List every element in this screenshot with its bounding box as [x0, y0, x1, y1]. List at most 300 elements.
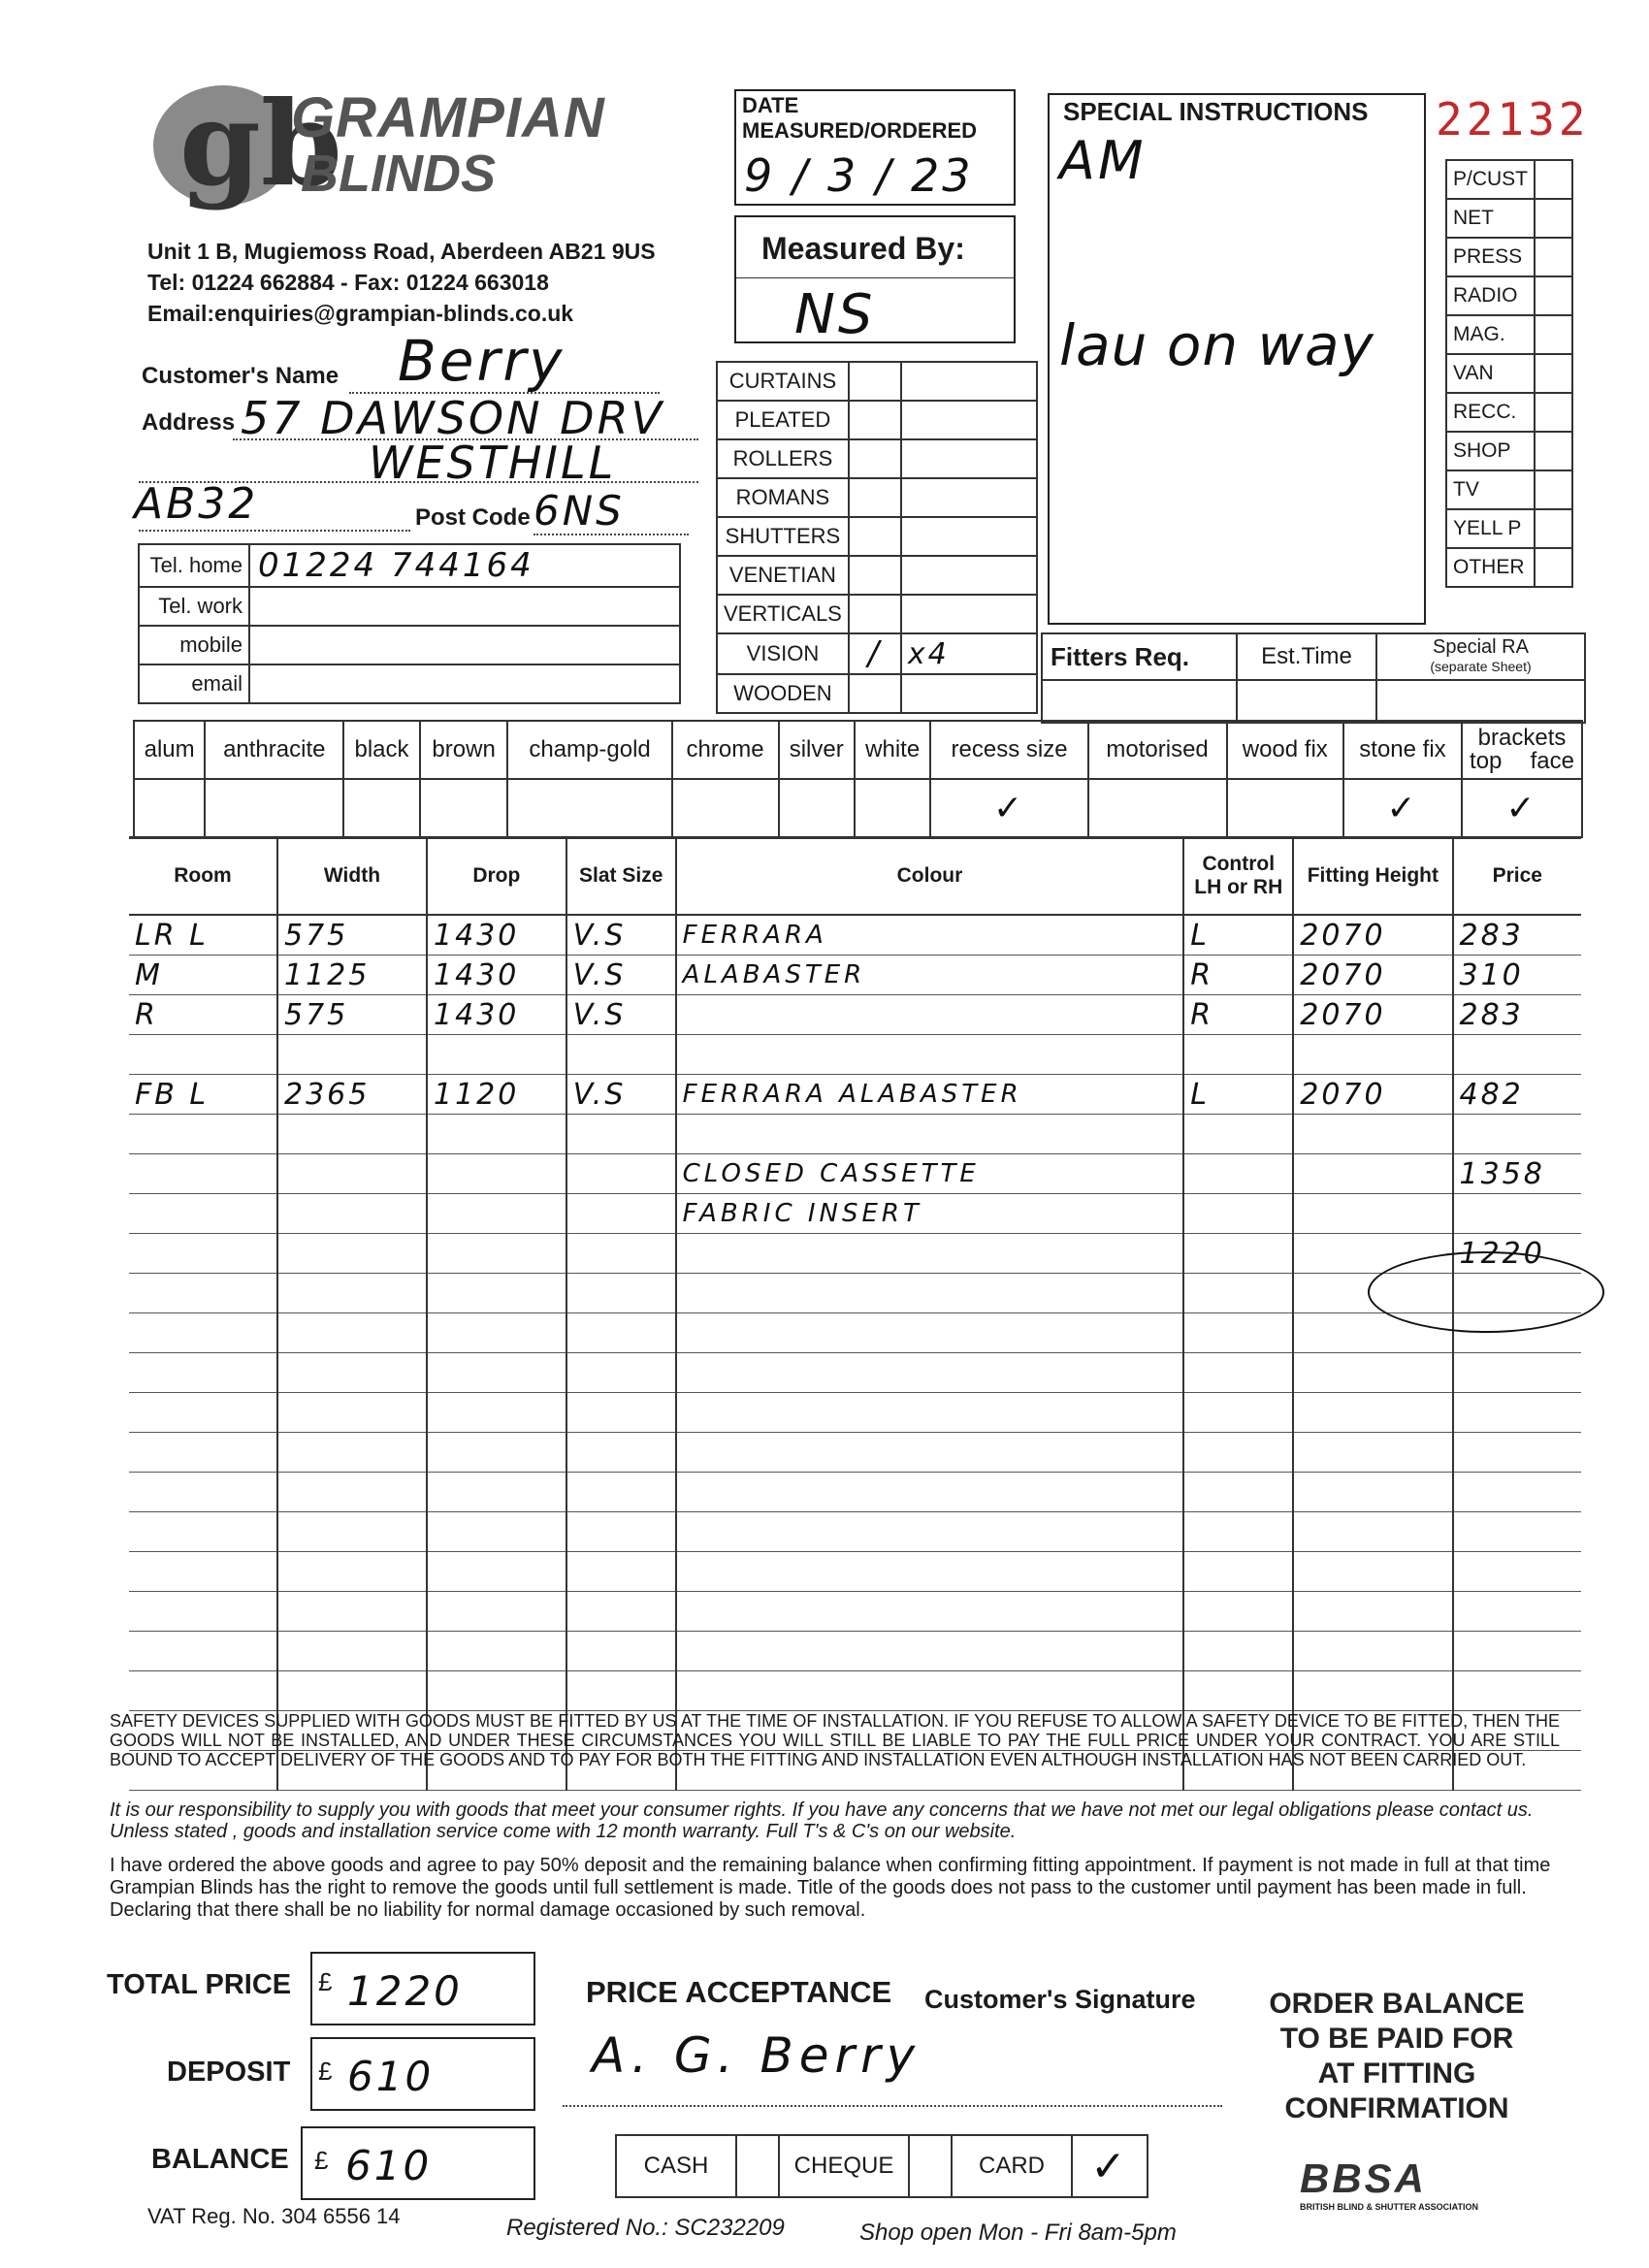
product-type-row — [717, 401, 1037, 439]
special-ra-label: Special RA — [1433, 636, 1529, 658]
postcode-prefix: AB32 — [134, 479, 259, 529]
item-width — [277, 1512, 427, 1552]
item-room: FB L — [129, 1075, 277, 1115]
lead-source-checkbox[interactable] — [1535, 276, 1572, 315]
item-price: 482 — [1453, 1075, 1582, 1115]
item-control — [1183, 1592, 1293, 1632]
col-colour: Colour — [676, 838, 1184, 915]
product-type-qty — [901, 439, 1037, 478]
item-fitting — [1293, 1433, 1452, 1473]
colour-option-label: silver — [779, 721, 855, 779]
item-price: 310 — [1453, 956, 1582, 995]
item-room — [129, 1512, 277, 1552]
total-price-box — [310, 1952, 535, 2025]
item-slat — [566, 1353, 676, 1393]
item-price: 1220 — [1453, 1234, 1582, 1274]
item-drop — [427, 1473, 566, 1512]
item-control — [1183, 1154, 1293, 1194]
product-type-list — [716, 361, 1038, 714]
product-type-label: CURTAINS — [717, 362, 849, 401]
item-row — [129, 1592, 1581, 1632]
item-price — [1453, 1035, 1582, 1075]
item-width — [277, 1393, 427, 1433]
item-width — [277, 1154, 427, 1194]
colour-options — [133, 720, 1583, 838]
item-colour: CLOSED CASSETTE — [676, 1154, 1184, 1194]
item-slat — [566, 1671, 676, 1711]
date-label: DATE MEASURED/ORDERED — [742, 93, 978, 143]
logo-emblem — [150, 76, 342, 213]
item-control — [1183, 1512, 1293, 1552]
item-room — [129, 1393, 277, 1433]
product-type-label: VENETIAN — [717, 556, 849, 595]
item-width — [277, 1115, 427, 1154]
total-price-value: 1220 — [347, 1967, 463, 2015]
item-slat — [566, 1512, 676, 1552]
item-drop — [427, 1154, 566, 1194]
item-width: 2365 — [277, 1075, 427, 1115]
item-drop — [427, 1115, 566, 1154]
product-type-qty — [901, 517, 1037, 556]
product-type-qty — [901, 595, 1037, 633]
item-fitting — [1293, 1035, 1452, 1075]
payment-method-table — [615, 2134, 1148, 2198]
colour-option-label: motorised — [1088, 721, 1227, 779]
colour-option-mark[interactable] — [779, 779, 855, 837]
product-type-tick[interactable] — [849, 478, 901, 517]
product-type-label: VERTICALS — [717, 595, 849, 633]
currency-symbol: £ — [318, 1967, 333, 1996]
item-colour: FERRARA — [676, 915, 1184, 956]
item-fitting: 2070 — [1293, 915, 1452, 956]
contact-table — [138, 543, 681, 704]
postcode-label: Post Code — [415, 504, 531, 531]
item-slat — [566, 1115, 676, 1154]
product-type-row — [717, 478, 1037, 517]
item-fitting — [1293, 1592, 1452, 1632]
item-drop — [427, 1274, 566, 1313]
colour-option-mark[interactable] — [1227, 779, 1343, 837]
colour-option-label: wood fix — [1227, 721, 1343, 779]
item-width — [277, 1473, 427, 1512]
item-fitting: 2070 — [1293, 1075, 1452, 1115]
item-price — [1453, 1433, 1582, 1473]
company-address: Unit 1 B, Mugiemoss Road, Aberdeen AB21 9US — [147, 239, 656, 264]
item-width — [277, 1433, 427, 1473]
special-ra-sub: (separate Sheet) — [1430, 659, 1532, 674]
special-instructions-box — [1048, 93, 1426, 625]
payment-cash: CASH — [616, 2135, 736, 2197]
product-type-qty — [901, 556, 1037, 595]
lead-source-row — [1446, 393, 1572, 432]
lead-source-checkbox[interactable] — [1535, 354, 1572, 393]
lead-source-checkbox[interactable] — [1535, 470, 1572, 509]
item-row — [129, 1393, 1581, 1433]
company-email: Email:enquiries@grampian-blinds.co.uk — [147, 301, 574, 326]
item-room — [129, 1632, 277, 1671]
item-room: R — [129, 995, 277, 1035]
lead-source-label: PRESS — [1446, 238, 1535, 276]
colour-option-mark[interactable] — [134, 779, 205, 837]
lead-source-checkbox[interactable] — [1535, 315, 1572, 354]
colour-option-mark[interactable] — [507, 779, 671, 837]
email-label: email — [139, 664, 249, 703]
item-control — [1183, 1393, 1293, 1433]
product-type-tick[interactable] — [849, 595, 901, 633]
item-row — [129, 1552, 1581, 1592]
item-fitting — [1293, 1353, 1452, 1393]
item-drop — [427, 1393, 566, 1433]
item-price — [1453, 1115, 1582, 1154]
lead-source-row — [1446, 276, 1572, 315]
item-slat: V.S — [566, 995, 676, 1035]
col-control: Control LH or RH — [1183, 838, 1293, 915]
item-control — [1183, 1035, 1293, 1075]
form-number: 22132 — [1436, 93, 1590, 146]
colour-option-mark[interactable] — [1088, 779, 1227, 837]
item-row — [129, 995, 1581, 1035]
address-line2: WESTHILL — [369, 437, 617, 489]
lead-source-label: P/CUST — [1446, 160, 1535, 199]
product-type-label: VISION — [717, 633, 849, 674]
brackets-face-label: face — [1530, 748, 1574, 774]
item-colour — [676, 1592, 1184, 1632]
product-type-qty — [901, 362, 1037, 401]
balance-box — [301, 2126, 535, 2200]
lead-source-checkbox[interactable] — [1535, 160, 1572, 199]
product-type-tick[interactable] — [849, 362, 901, 401]
company-phone-fax: Tel: 01224 662884 - Fax: 01224 663018 — [147, 270, 549, 295]
balance-label: BALANCE — [151, 2144, 289, 2175]
order-note-line: TO BE PAID FOR — [1279, 2023, 1514, 2055]
item-colour: FERRARA ALABASTER — [676, 1075, 1184, 1115]
colour-option-mark[interactable]: ✓ — [1343, 779, 1462, 837]
item-price: 283 — [1453, 915, 1582, 956]
item-price: 283 — [1453, 995, 1582, 1035]
lead-source-label: VAN — [1446, 354, 1535, 393]
lead-source-row — [1446, 470, 1572, 509]
item-row — [129, 1234, 1581, 1274]
lead-source-label: YELL P — [1446, 509, 1535, 548]
item-drop — [427, 1552, 566, 1592]
item-room — [129, 1353, 277, 1393]
item-colour — [676, 1353, 1184, 1393]
lead-source-row — [1446, 548, 1572, 587]
special-instructions-line2: lau on way — [1059, 312, 1374, 378]
colour-option-label: recess size — [930, 721, 1087, 779]
colour-option-label: chrome — [672, 721, 779, 779]
item-colour — [676, 1433, 1184, 1473]
item-row — [129, 1115, 1581, 1154]
brackets-header — [1462, 721, 1582, 779]
colour-option-label: champ-gold — [507, 721, 671, 779]
item-room — [129, 1313, 277, 1353]
item-row — [129, 1512, 1581, 1552]
payment-cheque: CHEQUE — [779, 2135, 909, 2197]
lead-source-row — [1446, 432, 1572, 470]
measured-by-value: NS — [794, 283, 876, 346]
item-drop — [427, 1632, 566, 1671]
item-price — [1453, 1592, 1582, 1632]
item-price — [1453, 1473, 1582, 1512]
item-fitting — [1293, 1473, 1452, 1512]
item-drop — [427, 1433, 566, 1473]
item-width — [277, 1671, 427, 1711]
item-fitting — [1293, 1512, 1452, 1552]
product-type-row — [717, 517, 1037, 556]
item-slat — [566, 1632, 676, 1671]
special-instructions-line1: AM — [1059, 130, 1147, 191]
colour-option-label: black — [343, 721, 419, 779]
col-width: Width — [277, 838, 427, 915]
item-width — [277, 1592, 427, 1632]
product-type-row — [717, 362, 1037, 401]
brand-name-top: GRAMPIAN — [291, 86, 605, 149]
item-row — [129, 1671, 1581, 1711]
item-drop: 1430 — [427, 915, 566, 956]
registered-number: Registered No.: SC232209 — [506, 2215, 785, 2241]
item-control — [1183, 1552, 1293, 1592]
est-time-label: Est.Time — [1237, 633, 1376, 680]
item-colour: ALABASTER — [676, 956, 1184, 995]
item-fitting — [1293, 1154, 1452, 1194]
item-slat: V.S — [566, 1075, 676, 1115]
lead-source-row — [1446, 238, 1572, 276]
colour-option-mark[interactable] — [420, 779, 508, 837]
item-room — [129, 1473, 277, 1512]
colour-option-label: stone fix — [1343, 721, 1462, 779]
lead-source-checkbox[interactable] — [1535, 238, 1572, 276]
fitters-box — [1041, 632, 1586, 724]
product-type-row — [717, 633, 1037, 674]
product-type-label: PLEATED — [717, 401, 849, 439]
colour-option-mark[interactable] — [672, 779, 779, 837]
tel-home-value: 01224 744164 — [249, 544, 680, 587]
item-row — [129, 1154, 1581, 1194]
date-box — [734, 89, 1016, 206]
item-price — [1453, 1194, 1582, 1234]
item-slat: V.S — [566, 915, 676, 956]
item-colour — [676, 1234, 1184, 1274]
item-width — [277, 1552, 427, 1592]
product-type-label: ROLLERS — [717, 439, 849, 478]
item-price — [1453, 1353, 1582, 1393]
item-width: 575 — [277, 995, 427, 1035]
lead-source-checkbox[interactable] — [1535, 432, 1572, 470]
product-type-label: ROMANS — [717, 478, 849, 517]
product-type-tick[interactable] — [849, 517, 901, 556]
item-slat — [566, 1552, 676, 1592]
deposit-label: DEPOSIT — [167, 2057, 291, 2088]
item-drop: 1430 — [427, 956, 566, 995]
order-note-line: ORDER BALANCE — [1269, 1988, 1525, 2020]
item-slat — [566, 1473, 676, 1512]
item-fitting — [1293, 1393, 1452, 1433]
measured-by-label: Measured By: — [761, 231, 965, 266]
item-colour — [676, 1274, 1184, 1313]
item-control: L — [1183, 915, 1293, 956]
item-row — [129, 915, 1581, 956]
col-fitting: Fitting Height — [1293, 838, 1452, 915]
item-room — [129, 1671, 277, 1711]
item-colour: FABRIC INSERT — [676, 1194, 1184, 1234]
brackets-mark[interactable]: ✓ — [1462, 779, 1582, 837]
terms-rights: It is our responsibility to supply you with goods that meet your consumer rights. If you have any concerns that we have not met our legal obligations please contact us. Unless stated , goods and installation service come with 12 month warranty. Full T's & C's on our website. — [110, 1799, 1534, 1842]
lead-source-checkbox[interactable] — [1535, 199, 1572, 238]
colour-option-label: alum — [134, 721, 205, 779]
total-price-label: TOTAL PRICE — [107, 1969, 292, 2000]
item-control — [1183, 1194, 1293, 1234]
item-row — [129, 1274, 1581, 1313]
product-type-tick[interactable] — [849, 556, 901, 595]
item-fitting — [1293, 1671, 1452, 1711]
item-slat — [566, 1313, 676, 1353]
item-colour — [676, 1313, 1184, 1353]
customer-signature-label: Customer's Signature — [924, 1985, 1196, 2014]
item-control — [1183, 1234, 1293, 1274]
brand-name-bottom: BLINDS — [301, 145, 496, 203]
product-type-label: SHUTTERS — [717, 517, 849, 556]
item-control — [1183, 1433, 1293, 1473]
product-type-tick[interactable] — [849, 401, 901, 439]
vat-number: VAT Reg. No. 304 6556 14 — [147, 2204, 401, 2228]
col-slat: Slat Size — [566, 838, 676, 915]
item-row — [129, 1075, 1581, 1115]
deposit-value: 610 — [347, 2053, 435, 2100]
product-type-tick[interactable] — [849, 674, 901, 713]
mobile-label: mobile — [139, 626, 249, 664]
date-value: 9 / 3 / 23 — [744, 149, 974, 202]
lead-source-label: OTHER — [1446, 548, 1535, 587]
item-colour — [676, 1035, 1184, 1075]
item-slat — [566, 1154, 676, 1194]
lead-source-checkbox[interactable] — [1535, 548, 1572, 587]
colour-option-mark[interactable] — [855, 779, 930, 837]
lead-source-label: RECC. — [1446, 393, 1535, 432]
item-drop — [427, 1512, 566, 1552]
item-drop: 1120 — [427, 1075, 566, 1115]
colour-option-mark[interactable]: ✓ — [930, 779, 1087, 837]
address-label: Address — [142, 409, 236, 436]
colour-option-label: brown — [420, 721, 508, 779]
item-colour — [676, 1473, 1184, 1512]
product-type-qty — [901, 674, 1037, 713]
lead-source-row — [1446, 509, 1572, 548]
item-width — [277, 1035, 427, 1075]
item-room — [129, 1115, 277, 1154]
item-row — [129, 1194, 1581, 1234]
item-control — [1183, 1473, 1293, 1512]
col-price: Price — [1453, 838, 1582, 915]
item-row — [129, 1353, 1581, 1393]
item-room — [129, 1433, 277, 1473]
colour-option-mark[interactable] — [343, 779, 419, 837]
col-drop: Drop — [427, 838, 566, 915]
item-drop — [427, 1035, 566, 1075]
items-table-wrapper — [129, 838, 1581, 1791]
item-width — [277, 1353, 427, 1393]
product-type-tick[interactable] — [849, 439, 901, 478]
item-row — [129, 1632, 1581, 1671]
shop-hours: Shop open Mon - Fri 8am-5pm — [859, 2219, 1177, 2246]
order-balance-note — [1251, 1987, 1542, 2126]
address-line1: 57 DAWSON DRV — [241, 392, 665, 444]
product-type-qty: x4 — [901, 633, 1037, 674]
col-room: Room — [129, 838, 277, 915]
customer-name-label: Customer's Name — [142, 363, 340, 389]
deposit-box — [310, 2037, 535, 2111]
item-control — [1183, 1632, 1293, 1671]
terms-deposit: I have ordered the above goods and agree to pay 50% deposit and the remaining balance when confirming fitting appointment. If payment is not made in full at that time Grampian Blinds has the right to remove the goods until full settlement is made. Title of the goods does not pass to the customer until payment has been made in full. Declaring that there shall be no liability for normal damage occasioned by such removal. — [110, 1855, 1551, 1921]
item-slat — [566, 1035, 676, 1075]
product-type-row — [717, 595, 1037, 633]
product-type-tick[interactable]: / — [849, 633, 901, 674]
lead-source-label: SHOP — [1446, 432, 1535, 470]
item-colour — [676, 1512, 1184, 1552]
item-room — [129, 1154, 277, 1194]
payment-card-mark: ✓ — [1072, 2135, 1148, 2197]
colour-option-label: anthracite — [205, 721, 343, 779]
bbsa-logo — [1300, 2155, 1523, 2212]
item-slat: V.S — [566, 956, 676, 995]
product-type-row — [717, 439, 1037, 478]
product-type-qty — [901, 401, 1037, 439]
item-drop: 1430 — [427, 995, 566, 1035]
lead-source-row — [1446, 160, 1572, 199]
item-price — [1453, 1632, 1582, 1671]
customer-name-value: Berry — [398, 328, 566, 394]
item-drop — [427, 1671, 566, 1711]
product-type-label: WOODEN — [717, 674, 849, 713]
item-room — [129, 1234, 277, 1274]
item-control — [1183, 1353, 1293, 1393]
order-note-line: CONFIRMATION — [1284, 2092, 1509, 2124]
product-type-qty — [901, 478, 1037, 517]
item-slat — [566, 1592, 676, 1632]
item-price — [1453, 1552, 1582, 1592]
item-fitting — [1293, 1194, 1452, 1234]
tel-home-label: Tel. home — [139, 544, 249, 587]
terms-safety: SAFETY DEVICES SUPPLIED WITH GOODS MUST BE FITTED BY US AT THE TIME OF INSTALLATION. IF YOU REFUSE TO ALLOW A SAFETY DEVICE TO BE FITTED, THEN THE GOODS WILL NOT BE INSTALLED, AND UNDER THESE CIRCUMSTANCES YOU WILL STILL BE LIABLE TO PAY THE FULL PRICE UNDER YOUR CONTRACT. YOU ARE STILL BOUND TO ACCEPT DELIVERY OF THE GOODS AND TO PAY FOR BOTH THE FITTING AND INSTALLATION EVEN ALTHOUGH INSTALLATION HAS NOT BEEN CARRIED OUT. — [110, 1711, 1560, 1769]
item-fitting: 2070 — [1293, 995, 1452, 1035]
postcode-value: 6NS — [534, 487, 625, 535]
lead-source-label: RADIO — [1446, 276, 1535, 315]
item-control: R — [1183, 956, 1293, 995]
tel-work-value — [249, 587, 680, 626]
item-fitting — [1293, 1115, 1452, 1154]
item-slat — [566, 1393, 676, 1433]
lead-source-checkbox[interactable] — [1535, 393, 1572, 432]
item-width — [277, 1313, 427, 1353]
item-colour — [676, 1115, 1184, 1154]
item-row — [129, 956, 1581, 995]
lead-source-list — [1445, 159, 1573, 588]
lead-source-row — [1446, 354, 1572, 393]
items-table — [129, 838, 1581, 1791]
brackets-label: brackets — [1477, 725, 1567, 751]
brackets-top-label: top — [1470, 748, 1503, 774]
item-fitting — [1293, 1632, 1452, 1671]
logo-letters: gb — [179, 76, 342, 212]
lead-source-label: TV — [1446, 470, 1535, 509]
lead-source-label: NET — [1446, 199, 1535, 238]
item-slat — [566, 1194, 676, 1234]
colour-option-mark[interactable] — [205, 779, 343, 837]
item-width — [277, 1632, 427, 1671]
colour-option-label: white — [855, 721, 930, 779]
lead-source-checkbox[interactable] — [1535, 509, 1572, 548]
special-instructions-label: SPECIAL INSTRUCTIONS — [1063, 97, 1369, 126]
